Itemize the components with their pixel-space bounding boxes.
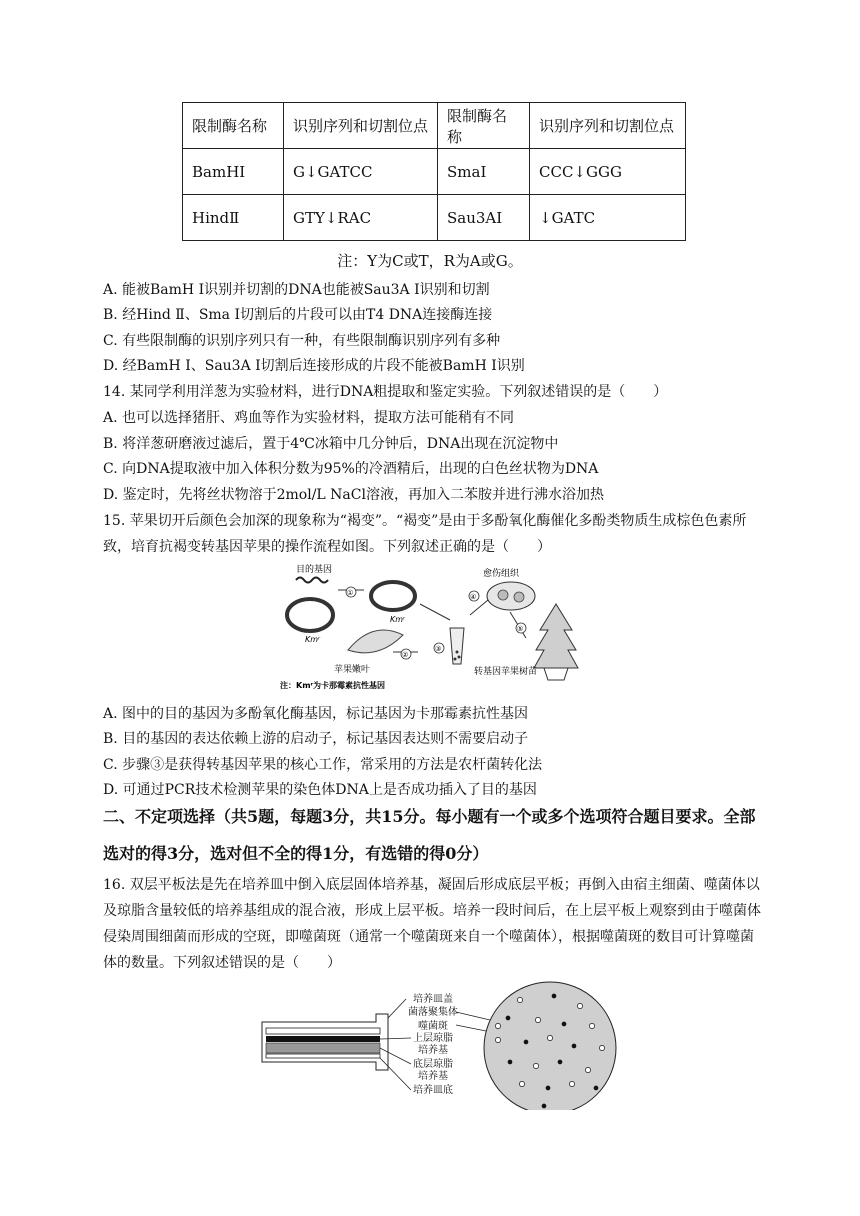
tube-icon <box>450 628 464 664</box>
bacteria-dot-icon <box>458 656 461 659</box>
apple-seedling-icon <box>534 604 578 668</box>
q14-stem: 14. 某同学利用洋葱为实验材料，进行DNA粗提取和鉴定实验。下列叙述错误的是（ ） <box>103 384 668 400</box>
q15-option-a: A. 图中的目的基因为多酚氧化酶基因，标记基因为卡那霉素抗性基因 <box>103 706 529 722</box>
label-upper-agar: 上层琼脂 <box>413 1033 453 1044</box>
apple-leaf-icon <box>348 630 403 653</box>
leader-line <box>388 999 406 1018</box>
leader-line <box>456 1025 486 1031</box>
upper-agar-layer <box>266 1036 380 1042</box>
callus-label: 愈伤组织 <box>483 569 520 579</box>
label-dish-lid: 培养皿盖 <box>413 994 453 1005</box>
plaque-dot <box>589 1023 594 1028</box>
callus-icon <box>498 590 508 600</box>
plaque-dot <box>519 1081 524 1086</box>
section-2-title: 二、不定项选择（共5题，每题3分，共15分。每小题有一个或多个选项符合题目要求。全部选对的得3分，选对但不全的得1分，有选错的得0分） <box>103 807 756 863</box>
recombinant-kmr-label: Kmʳ <box>390 615 406 624</box>
table-note: 注：Y为C或T，R为A或G。 <box>337 252 523 270</box>
q13-option-b: B. 经Hind Ⅱ、Sma I切割后的片段可以由T4 DNA连接酶连接 <box>103 307 493 323</box>
step-1-label: ① <box>347 589 354 597</box>
q14-option-d: D. 鉴定时，先将丝状物溶于2mol/L NaCl溶液，再加入二苯胺并进行沸水浴加热 <box>103 487 604 503</box>
table-header-cell: 限制酶名称 <box>183 103 284 149</box>
colony-dot <box>542 1104 546 1108</box>
bacteria-dot-icon <box>454 658 457 661</box>
leader-line <box>380 1048 411 1064</box>
q16-stem: 16. 双层平板法是先在培养皿中倒入底层固体培养基，凝固后形成底层平板；再倒入由宿主细菌、噬菌体以及琼脂含量较低的培养基组成的混合液，形成上层平板。培养一段时间后，在上层平板上观察到由于噬菌体侵染周围细菌而形成的空斑，即噬菌斑（通常一个噬菌斑来自一个噬菌体），根据噬菌斑的数目可计算噬菌体的数量。下列叙述错误的是（ ） <box>103 877 761 971</box>
plaque-dot <box>535 1017 540 1022</box>
colony-dot <box>546 1086 550 1090</box>
label-upper-medium: 培养基 <box>418 1045 448 1056</box>
label-lower-medium: 培养基 <box>418 1071 448 1082</box>
label-lower-agar: 底层琼脂 <box>413 1059 453 1070</box>
culture-dish-icon <box>487 582 535 610</box>
restriction-enzyme-table <box>182 102 686 241</box>
step-4-arrow <box>470 600 488 615</box>
colony-dot <box>508 1060 512 1064</box>
table-cell: CCC↓GGG <box>530 149 686 195</box>
label-colony-lawn: 菌落聚集体 <box>408 1007 458 1018</box>
recombinant-plasmid-shape <box>371 582 415 610</box>
label-plaque: 噬菌斑 <box>418 1021 448 1032</box>
q15-option-c: C. 步骤③是获得转基因苹果的核心工作，常采用的方法是农杆菌转化法 <box>103 757 543 773</box>
step-3-label: ③ <box>435 645 442 653</box>
table-header-row <box>183 103 686 149</box>
plaque-dot <box>599 1045 604 1050</box>
dish-lid-layer <box>266 1028 380 1034</box>
target-gene-label: 目的基因 <box>296 565 333 575</box>
plaque-dot <box>577 1003 582 1008</box>
q15-option-b: B. 目的基因的表达依赖上游的启动子，标记基因表达则不需要启动子 <box>103 731 529 747</box>
transgenic-apple-flow-figure <box>278 560 588 698</box>
to-bacteria-arrow <box>420 604 450 620</box>
table-header-cell: 识别序列和切割位点 <box>530 103 686 149</box>
colony-dot <box>558 1060 562 1064</box>
table-header-cell: 限制酶名称 <box>438 103 530 149</box>
colony-dot <box>594 1086 598 1090</box>
colony-dot <box>524 1040 528 1044</box>
table-cell: ↓GATC <box>530 195 686 241</box>
figure-caption: 注：Kmʳ为卡那霉素抗性基因 <box>280 681 386 690</box>
plasmid-shape <box>287 599 333 631</box>
dish-bottom-layer <box>266 1054 380 1058</box>
plaque-dot <box>569 1081 574 1086</box>
plaque-dot <box>585 1067 590 1072</box>
flower-pot-icon <box>544 668 568 680</box>
double-layer-plate-figure <box>258 978 624 1110</box>
plaque-dot <box>495 1037 500 1042</box>
q13-option-a: A. 能被BamH I识别并切割的DNA也能被Sau3A I识别和切割 <box>103 282 490 298</box>
kmr-label: Kmʳ <box>305 635 321 644</box>
plaque-dot <box>495 1023 500 1028</box>
bacteria-dot-icon <box>456 651 459 654</box>
step-2-label: ② <box>402 651 409 659</box>
table-header-cell: 识别序列和切割位点 <box>284 103 438 149</box>
label-dish-bottom: 培养皿底 <box>413 1085 453 1096</box>
q13-option-c: C. 有些限制酶的识别序列只有一种，有些限制酶识别序列有多种 <box>103 333 501 349</box>
plaque-dot <box>547 1035 552 1040</box>
seedling-label: 转基因苹果树苗 <box>474 667 538 677</box>
q14-option-c: C. 向DNA提取液中加入体积分数为95%的冷酒精后，出现的白色丝状物为DNA <box>103 461 599 477</box>
plaque-dot <box>533 1063 538 1068</box>
table-cell: GTY↓RAC <box>284 195 438 241</box>
colony-dot <box>572 1044 576 1048</box>
table-row <box>183 149 686 195</box>
q14-option-b: B. 将洋葱研磨液过滤后，置于4℃冰箱中几分钟后，DNA出现在沉淀物中 <box>103 436 559 452</box>
table-cell: SmaⅠ <box>438 149 530 195</box>
target-gene-shape <box>296 578 328 583</box>
step-4-label: ④ <box>470 593 477 601</box>
colony-dot <box>562 1022 566 1026</box>
step-5-label: ⑤ <box>517 625 524 633</box>
lower-agar-layer <box>266 1043 380 1053</box>
leader-line <box>380 1058 411 1090</box>
leader-line <box>456 1012 490 1020</box>
colony-dot <box>552 994 556 998</box>
petri-dish-top-view <box>484 982 616 1110</box>
leaf-label: 苹果嫩叶 <box>334 665 371 675</box>
plaque-dot <box>517 997 522 1002</box>
leader-line <box>380 1038 411 1039</box>
callus-icon <box>514 592 524 602</box>
table-cell: Sau3AⅠ <box>438 195 530 241</box>
q15-stem: 15. 苹果切开后颜色会加深的现象称为“褐变”。“褐变”是由于多酚氧化酶催化多酚类物质生成棕色色素所致，培育抗褐变转基因苹果的操作流程如图。下列叙述正确的是（ ） <box>103 513 747 555</box>
colony-dot <box>506 1016 510 1020</box>
table-row <box>183 195 686 241</box>
q13-option-d: D. 经BamH I、Sau3A I切割后连接形成的片段不能被BamH I识别 <box>103 358 525 374</box>
table-cell: HindⅡ <box>183 195 284 241</box>
q14-option-a: A. 也可以选择猪肝、鸡血等作为实验材料，提取方法可能稍有不同 <box>103 410 515 426</box>
q15-option-d: D. 可通过PCR技术检测苹果的染色体DNA上是否成功插入了目的基因 <box>103 782 537 798</box>
table-cell: BamHⅠ <box>183 149 284 195</box>
table-cell: G↓GATCC <box>284 149 438 195</box>
